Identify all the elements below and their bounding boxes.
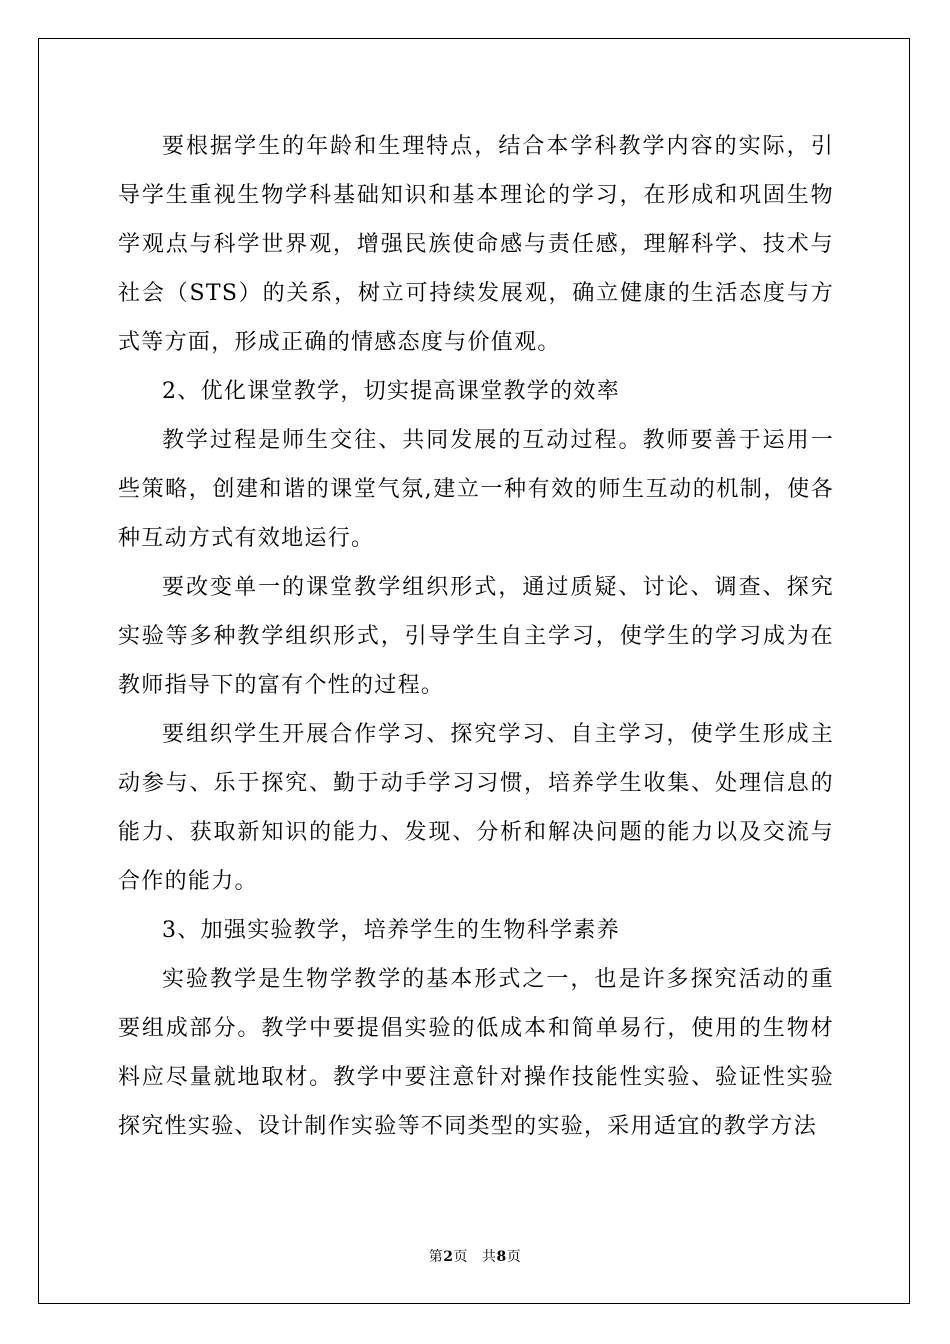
section-heading-3: 3、加强实验教学，培养学生的生物科学素养: [162, 918, 620, 943]
current-page-number: 2: [443, 1249, 454, 1265]
footer-total-suffix: 页: [506, 1249, 522, 1265]
page-footer: [0, 1246, 950, 1266]
paragraph-4: 要组织学生开展合作学习、探究学习、自主学习，使学生形成主动参与、乐于探究、勤于动手学习习惯，培养学生收集、处理信息的能力、获取新知识的能力、发现、分析和解决问题的能力以及交流与合作的能力。: [118, 722, 834, 894]
section-heading-2: 2、优化课堂教学，切实提高课堂教学的效率: [162, 379, 620, 404]
paragraph-1: 要根据学生的年龄和生理特点，结合本学科教学内容的实际，引导学生重视生物学科基础知识和基本理论的学习，在形成和巩固生物学观点与科学世界观，增强民族使命感与责任感，理解科学、技术与社会（STS）的关系，树立可持续发展观，确立健康的生活态度与方式等方面，形成正确的情感态度与价值观。: [118, 134, 834, 355]
footer-page-suffix: 页: [453, 1249, 468, 1265]
footer-total-prefix: 共: [482, 1249, 497, 1265]
paragraph-3: 要改变单一的课堂教学组织形式，通过质疑、讨论、调查、探究实验等多种教学组织形式，引导学生自主学习，使学生的学习成为在教师指导下的富有个性的过程。: [118, 575, 834, 698]
total-page-number: 8: [496, 1249, 507, 1265]
paragraph-2: 教学过程是师生交往、共同发展的互动过程。教师要善于运用一些策略，创建和谐的课堂气氛,建立一种有效的师生互动的机制，使各种互动方式有效地运行。: [118, 428, 834, 551]
document-body: [118, 122, 834, 1151]
footer-prefix: 第: [428, 1249, 444, 1265]
paragraph-5: 实验教学是生物学教学的基本形式之一，也是许多探究活动的重要组成部分。教学中要提倡实验的低成本和简单易行，使用的生物材料应尽量就地取材。教学中要注意针对操作技能性实验、验证性实验探究性实验、设计制作实验等不同类型的实验，采用适宜的教学方法: [118, 967, 834, 1139]
